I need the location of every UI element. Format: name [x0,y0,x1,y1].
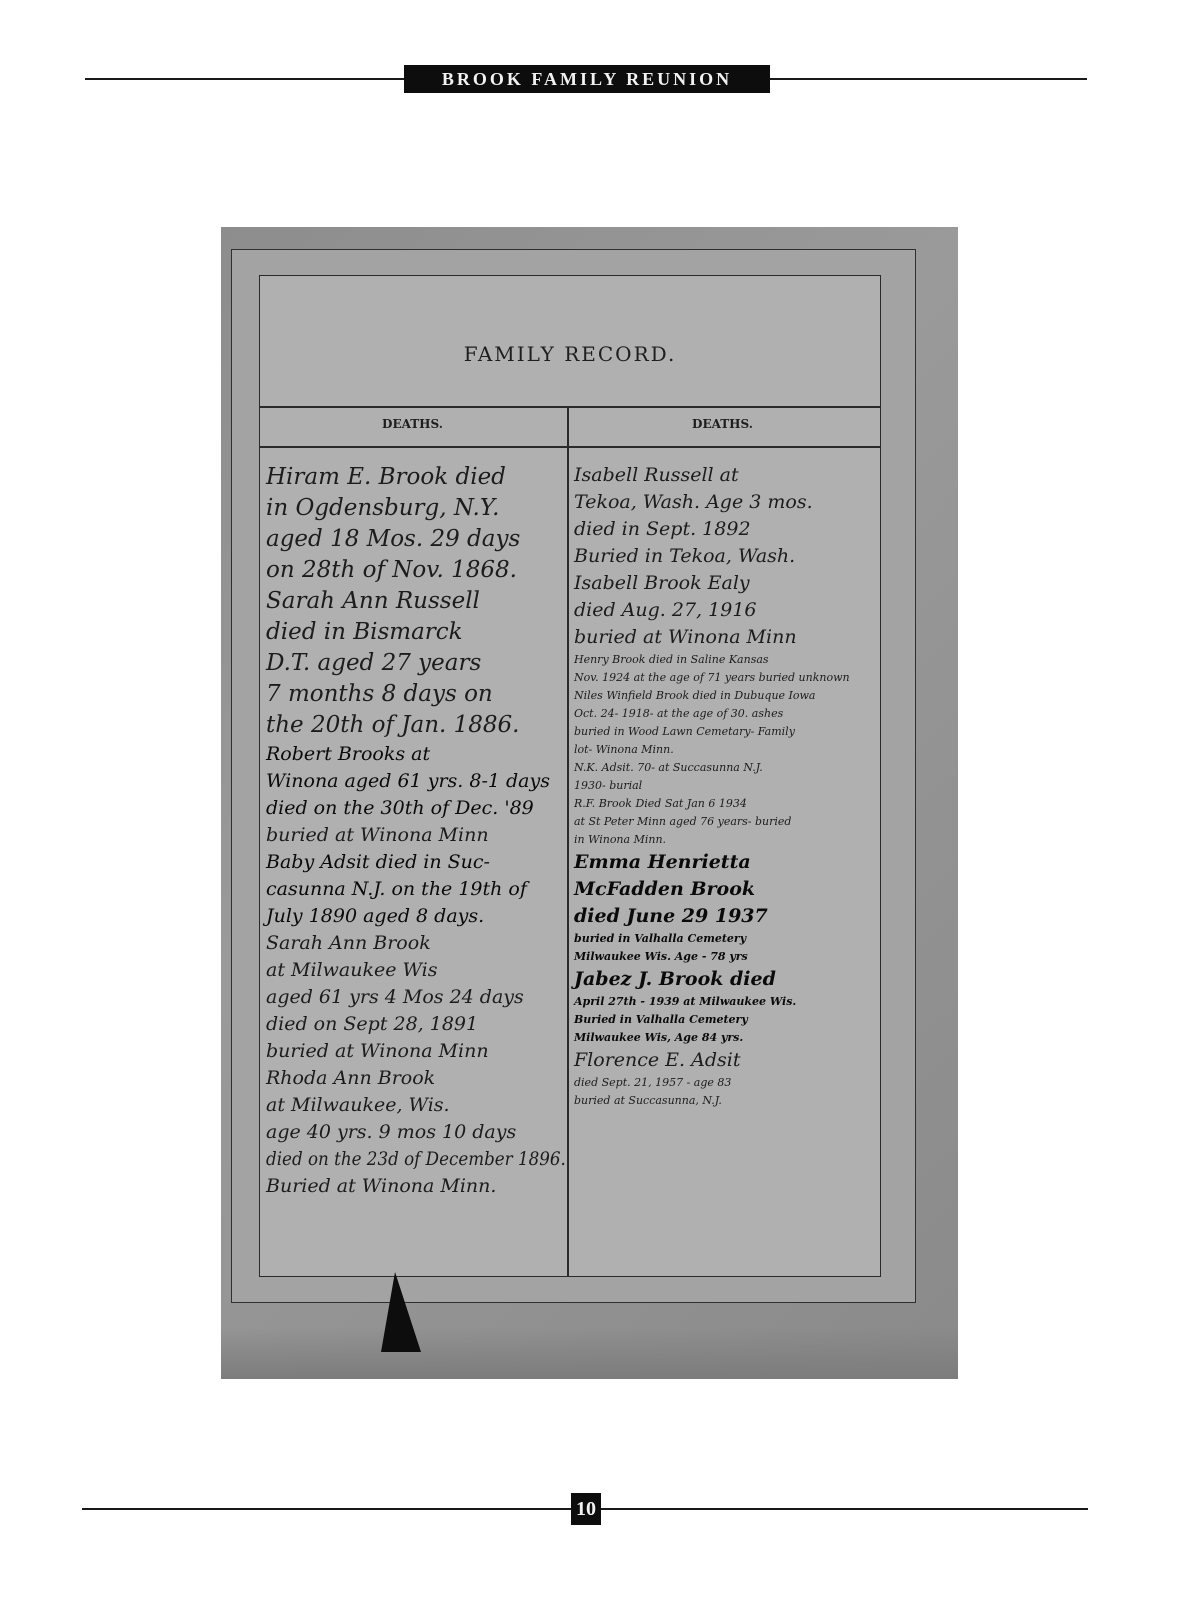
handwritten-line: Tekoa, Wash. Age 3 mos. [574,491,813,513]
handwritten-line: buried at Winona Minn [266,1040,489,1062]
handwritten-line: Hiram E. Brook died [266,464,506,490]
handwritten-line: died Aug. 27, 1916 [574,599,757,621]
handwritten-line: Isabell Brook Ealy [574,572,750,594]
handwritten-line: aged 18 Mos. 29 days [266,526,521,552]
header-title: BROOK FAMILY REUNION [404,65,770,93]
handwritten-line: R.F. Brook Died Sat Jan 6 1934 [574,797,747,810]
handwritten-line: Isabell Russell at [574,464,739,486]
handwritten-line: April 27th - 1939 at Milwaukee Wis. [574,995,797,1008]
handwritten-line: buried in Wood Lawn Cemetary- Family [574,725,795,738]
right-column-heading: DEATHS. [692,417,753,431]
handwritten-line: Rhoda Ann Brook [266,1067,436,1089]
handwritten-line: lot- Winona Minn. [574,743,674,756]
handwritten-line: Sarah Ann Russell [266,588,480,614]
handwritten-line: Emma Henrietta [574,851,751,873]
column-divider [567,406,569,1276]
handwritten-line: 1930- burial [574,779,643,792]
handwritten-line: July 1890 aged 8 days. [266,905,485,927]
handwritten-line: Buried in Tekoa, Wash. [574,545,796,567]
handwritten-line: McFadden Brook [574,878,756,900]
handwritten-line: Buried at Winona Minn. [266,1175,497,1197]
handwritten-line: at Milwaukee Wis [266,959,438,981]
record-inner-frame [259,275,881,1277]
handwritten-line: buried at Winona Minn [574,626,797,648]
handwritten-line: casunna N.J. on the 19th of [266,878,527,900]
handwritten-line: Oct. 24- 1918- at the age of 30. ashes [574,707,784,720]
handwritten-line: buried at Winona Minn [266,824,489,846]
handwritten-line: at Milwaukee, Wis. [266,1094,450,1116]
photo-bottom-shadow [221,1327,958,1379]
handwritten-line: buried at Succasunna, N.J. [574,1094,722,1107]
family-record-photo [221,227,958,1379]
handwritten-line: Sarah Ann Brook [266,932,431,954]
handwritten-line: Milwaukee Wis, Age 84 yrs. [574,1031,744,1044]
left-column-heading: DEATHS. [382,417,443,431]
handwritten-line: Milwaukee Wis. Age - 78 yrs [574,950,748,963]
handwritten-line: died June 29 1937 [574,905,768,927]
handwritten-line: died on Sept 28, 1891 [266,1013,479,1035]
title-divider [260,406,880,408]
handwritten-line: died on the 23d of December 1896. [266,1148,566,1170]
handwritten-line: at St Peter Minn aged 76 years- buried [574,815,792,828]
handwritten-line: Henry Brook died in Saline Kansas [574,653,769,666]
handwritten-line: Winona aged 61 yrs. 8-1 days [266,770,550,792]
handwritten-line: the 20th of Jan. 1886. [266,712,520,738]
handwritten-line: aged 61 yrs 4 Mos 24 days [266,986,524,1008]
handwritten-line: Niles Winfield Brook died in Dubuque Iowa [574,689,816,702]
handwritten-line: Florence E. Adsit [574,1049,741,1071]
handwritten-line: died in Sept. 1892 [574,518,751,540]
handwritten-line: age 40 yrs. 9 mos 10 days [266,1121,517,1143]
handwritten-line: Baby Adsit died in Suc- [266,851,490,873]
handwritten-line: 7 months 8 days on [266,681,493,707]
left-deaths-column [266,462,566,1200]
paper-tear [381,1272,421,1352]
handwritten-line: in Winona Minn. [574,833,667,846]
handwritten-line: on 28th of Nov. 1868. [266,557,517,583]
handwritten-line: died on the 30th of Dec. '89 [266,797,534,819]
handwritten-line: in Ogdensburg, N.Y. [266,495,500,521]
right-deaths-column [574,462,874,1110]
page-number: 10 [571,1493,601,1525]
handwritten-line: D.T. aged 27 years [266,650,482,676]
handwritten-line: died in Bismarck [266,619,463,645]
handwritten-line: Buried in Valhalla Cemetery [574,1013,748,1026]
handwritten-line: Robert Brooks at [266,743,431,765]
handwritten-line: buried in Valhalla Cemetery [574,932,747,945]
handwritten-line: Jabez J. Brook died [574,968,776,990]
handwritten-line: N.K. Adsit. 70- at Succasunna N.J. [574,761,763,774]
record-title: FAMILY RECORD. [463,342,677,366]
handwritten-line: died Sept. 21, 1957 - age 83 [574,1076,732,1089]
heading-divider [260,446,880,448]
handwritten-line: Nov. 1924 at the age of 71 years buried unknown [574,671,850,684]
